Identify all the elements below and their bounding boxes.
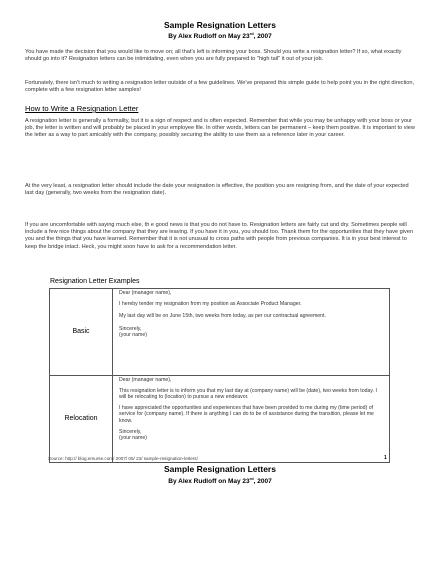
document-byline-repeat bbox=[0, 476, 440, 485]
basic-line-2: My last day will be on June 15th, two weeks from today, as per our contractual agreement. bbox=[119, 313, 326, 320]
basic-closing: Sincerely, bbox=[119, 325, 142, 332]
page-number: 1 bbox=[384, 455, 387, 461]
example-label-basic: Basic bbox=[50, 289, 113, 376]
byline-prefix-repeat: By Alex Rudloff on May 23 bbox=[168, 478, 250, 486]
byline-prefix: By Alex Rudloff on May 23 bbox=[168, 33, 250, 41]
byline-year-repeat: , 2007 bbox=[253, 478, 272, 486]
intro-paragraph-2: Fortunately, there isn't much to writing a resignation letter outside of a few guidelines. We've prepared this simple guide to help point you in the right direction, complete with a few resignation letter samples! bbox=[25, 80, 415, 94]
how-to-paragraph-3: If you are uncomfortable with saying much else, th e good news is that you do not have to. Resignation letters are fairly cut and dry. Sometimes people will include a few nice things about the company that they are leaving. If you have it in you, you should too. Thank them for the opportunities that they have given you and the things that you have learned. Remember that it is not unusual to cross paths with people from previous companies. It is in your best interest to keep the bridge intact. Heck, you might soon have to ask for a recommendation letter. bbox=[25, 222, 413, 250]
relocation-closing: Sincerely, bbox=[119, 428, 142, 435]
section-heading-how-to: How to Write a Resignation Letter bbox=[25, 104, 139, 113]
document-title: Sample Resignation Letters bbox=[164, 20, 276, 30]
basic-salutation: Dear (manager name), bbox=[119, 290, 172, 296]
relocation-salutation: Dear (manager name), bbox=[119, 377, 172, 383]
example-label-relocation: Relocation bbox=[50, 376, 113, 463]
example-row-relocation bbox=[50, 376, 390, 463]
source-citation: Source: http:// blog.emurse.com/ 2007/ 05/ 23/ sample-resignation-letters/ bbox=[48, 456, 198, 461]
relocation-line-2: I have appreciated the opportunities and experiences that have been provided to me during my (time period) of service for (company name). If there is anything I can do to be of assistance during the transition, please let me know. bbox=[119, 404, 374, 424]
basic-signature: (your name) bbox=[119, 332, 147, 339]
how-to-paragraph-1: A resignation letter is generally a formality, but it is a sign of respect and is often expected. Remember that while you may be unhappy with your boss or your job, the letter is written and will probably be placed in your employee file. In other words, letters can be permanent – keep them positive. It is important to view the letter as a way to part amicably with the company, possibly securing the ability to use them as a reference later in your career. bbox=[25, 118, 415, 139]
example-letter-basic bbox=[113, 289, 390, 376]
example-row-basic bbox=[50, 289, 390, 376]
basic-line-1: I hereby tender my resignation from my position as Associate Product Manager. bbox=[119, 300, 302, 307]
intro-paragraph-1: You have made the decision that you would like to move on; all that's left is informing your boss. Should you write a resignation letter? If so, what exactly should go into it? Resignation letters can be intimidating, even when you are fully prepared to "high tail" it out of your job. bbox=[25, 49, 402, 63]
section-heading-examples: Resignation Letter Examples bbox=[50, 278, 140, 285]
relocation-line-1: This resignation letter is to inform you that my last day at (company name) will be (date), two weeks from today. I will be relocating to (location) to pursue a new endeavor. bbox=[119, 387, 377, 401]
examples-table bbox=[49, 288, 390, 463]
how-to-paragraph-2: At the very least, a resignation letter should include the date your resignation is effective, the position you are resigning from, and the date of your expected last day (generally, two weeks from the resignation date). bbox=[25, 183, 409, 197]
document-title-repeat: Sample Resignation Letters bbox=[164, 464, 276, 474]
byline-year: , 2007 bbox=[253, 33, 272, 41]
relocation-signature: (your name) bbox=[119, 435, 147, 442]
byline-ordinal-repeat: rd bbox=[249, 476, 254, 481]
byline-ordinal: rd bbox=[249, 31, 254, 36]
example-letter-relocation bbox=[113, 376, 390, 463]
document-byline bbox=[0, 31, 440, 40]
